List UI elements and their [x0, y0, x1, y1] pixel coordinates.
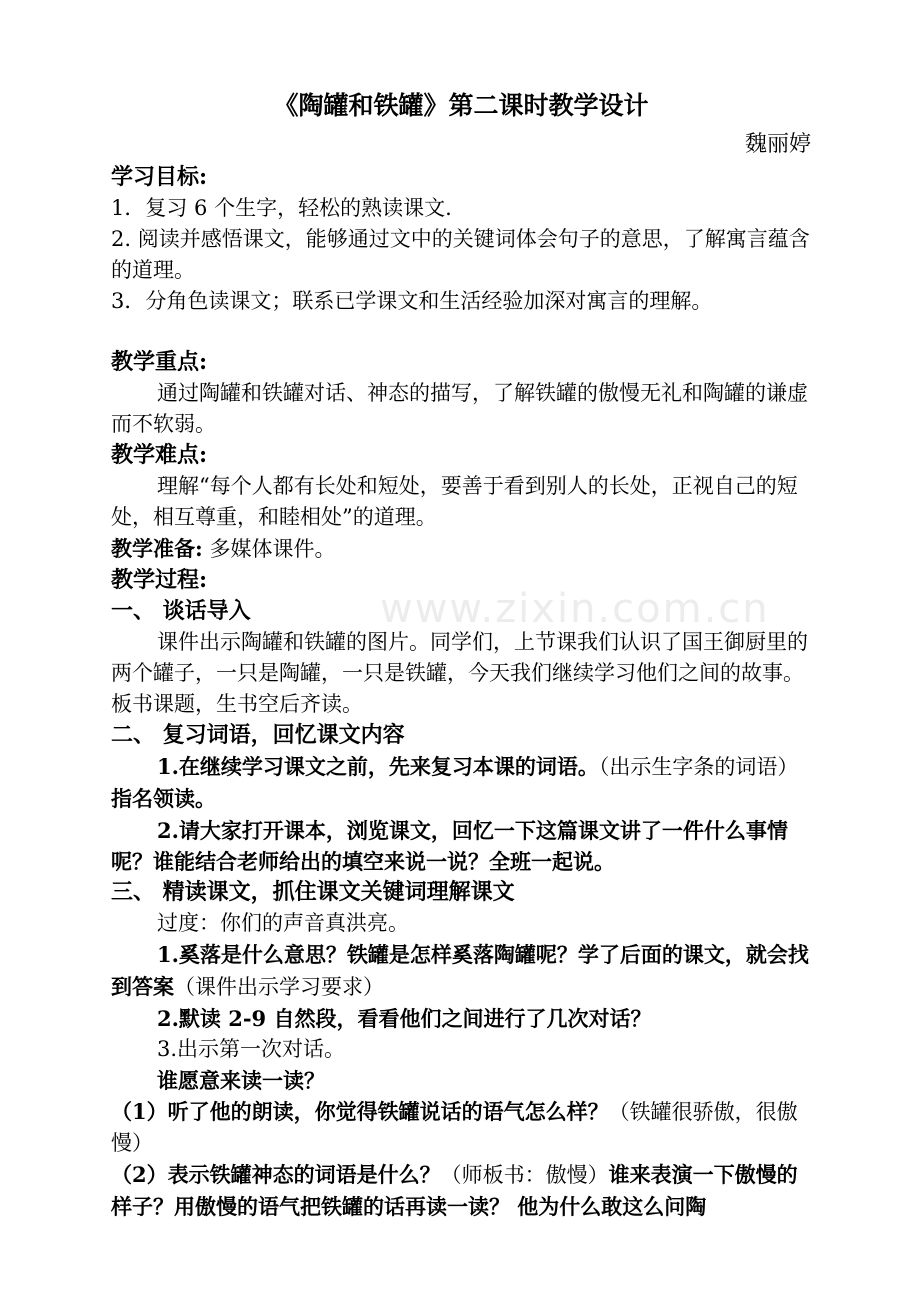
section-three-paragraph-1: [111, 939, 811, 1003]
prep-line: [111, 533, 811, 565]
goal-item: 2. 阅读并感悟课文，能够通过文中的关键词体会句子的意思，了解寓言蕴含的道理。: [111, 227, 810, 282]
prep-text: 多媒体课件。: [209, 537, 336, 561]
process-heading: 教学过程:: [111, 567, 208, 593]
question-2: [111, 1159, 811, 1223]
watermark: www.zixin.com.cn: [380, 586, 770, 632]
q2-tail: 谁来表演一下傲慢的样子？用傲慢的语气把铁罐的话再读一读？ 他为什么敢这么问陶: [111, 1162, 798, 1219]
document-title: 《陶罐和铁罐》第二课时教学设计: [273, 91, 649, 120]
goal-item: 1．复习 6 个生字，轻松的熟读课文.: [111, 196, 452, 220]
section-two-title: 二、 复习词语，回忆课文内容: [111, 722, 405, 748]
q2-note: （师板书：傲慢）: [440, 1163, 609, 1187]
goals-heading: 学习目标:: [111, 164, 208, 190]
focus-text: 通过陶罐和铁罐对话、神态的描写，了解铁罐的傲慢无礼和陶罐的谦虚而不软弱。: [111, 381, 808, 436]
section-three-paragraph-3: 3.出示第一次对话。: [157, 1037, 346, 1061]
difficulty-text: 理解“每个人都有长处和短处，要善于看到别人的长处，正视自己的短处，相互尊重，和睦相处”的道理。: [111, 474, 798, 529]
q1-text: （1）听了他的朗读，你觉得铁罐说话的语气怎么样？: [111, 1099, 609, 1124]
spacer: [111, 317, 811, 347]
section-three-paragraph-4: 谁愿意来读一读？: [157, 1068, 325, 1093]
s3-p1-bold: 1.奚落是什么意思？铁罐是怎样奚落陶罐呢？学了后面的课文，就会找到答案: [111, 942, 809, 999]
goal-item: 3．分角色读课文；联系已学课文和生活经验加深对寓言的理解。: [111, 289, 713, 313]
q1-answer: （铁罐很骄傲，很傲慢）: [111, 1100, 798, 1155]
question-1: [111, 1096, 811, 1159]
section-two-paragraph-1: [111, 751, 811, 815]
section-three-title: 三、 精读课文，抓住课文关键词理解课文: [111, 879, 515, 905]
prep-heading: 教学准备:: [111, 536, 203, 561]
section-one-title: 一、 谈话导入: [111, 598, 251, 624]
section-three-paragraph-2: 2.默读 2-9 自然段，看看他们之间进行了几次对话？: [157, 1006, 652, 1031]
focus-heading: 教学重点:: [111, 349, 208, 375]
s3-p1-note: （课件出示学习要求）: [174, 975, 384, 999]
author-name: 魏丽婷: [744, 132, 811, 157]
s2-p1-note: （出示生字条的词语）: [598, 755, 799, 779]
s2-p1-bold: 1.在继续学习课文之前，先来复习本课的词语。: [157, 754, 599, 779]
difficulty-heading: 教学难点:: [111, 442, 208, 468]
section-one-text: 课件出示陶罐和铁罐的图片。同学们，上节课我们认识了国王御厨里的两个罐子，一只是陶罐，一只是铁罐，今天我们继续学习他们之间的故事。板书课题，生书空后齐读。: [111, 630, 808, 716]
s2-p1-tail: 指名领读。: [111, 786, 216, 811]
document-page: [111, 88, 811, 1223]
q2-text: （2）表示铁罐神态的词语是什么？: [111, 1162, 441, 1187]
section-three-transition: 过度：你们的声音真洪亮。: [157, 911, 409, 935]
section-two-paragraph-2: 2.请大家打开课本，浏览课文，回忆一下这篇课文讲了一件什么事情呢？谁能结合老师给出的填空来说一说？全班一起说。: [111, 818, 788, 874]
